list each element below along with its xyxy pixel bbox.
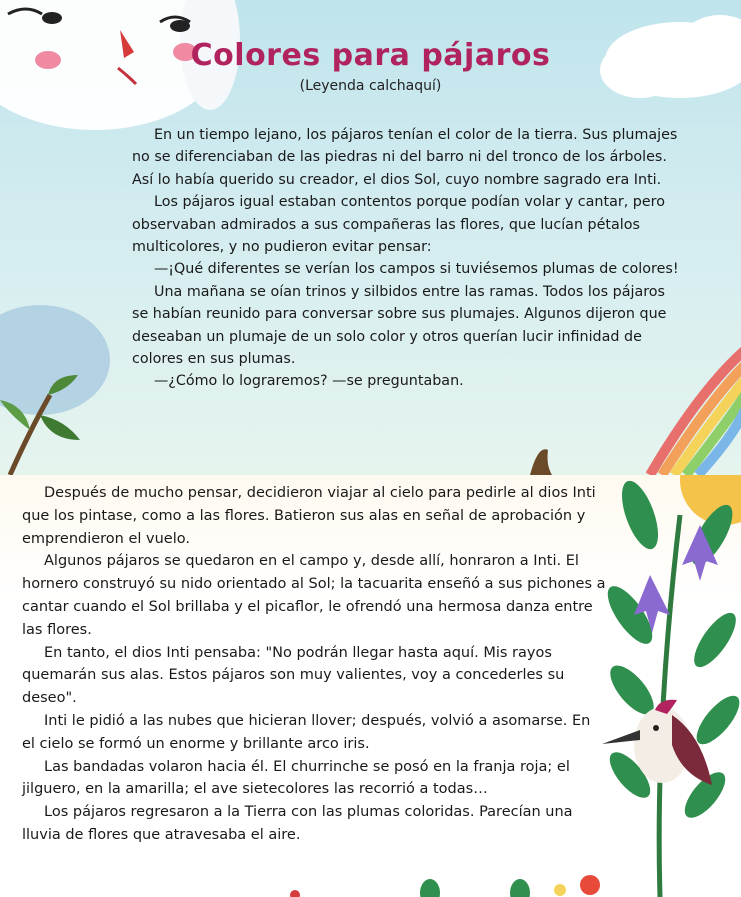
paragraph: Inti le pidió a las nubes que hicieran llover; después, volvió a asomarse. En el cielo se formó un enorme y brillante arco iris. — [22, 712, 591, 752]
paragraph: Las bandadas volaron hacia él. El churrinche se posó en la franja roja; el jilguero, en la amarilla; el ave sietecolores las recorrió a todas… — [22, 758, 570, 798]
story-text-bottom — [22, 482, 607, 847]
bird-silhouette — [530, 449, 552, 475]
left-cloud-illustration — [0, 305, 110, 415]
paragraph: En tanto, el dios Inti pensaba: "No podrán llegar hasta aquí. Mis rayos quemarán sus alas. Estos pájaros son muy valientes, voy a concederles su deseo". — [22, 644, 565, 707]
paragraph: Una mañana se oían trinos y silbidos entre las ramas. Todos los pájaros se habían reunido para conversar sobre sus plumajes. Algunos dijeron que deseaban un plumaje de un solo color y otros querían lucir infinidad de colores en sus plumas. — [132, 283, 667, 368]
story-text-top — [132, 124, 680, 393]
paragraph: En un tiempo lejano, los pájaros tenían el color de la tierra. Sus plumajes no se diferenciaban de las piedras ni del barro ni del tronco de los árboles. Así lo había querido su creador, el dios Sol, cuyo nombre sagrado era Inti. — [132, 127, 678, 188]
bottom-flowers — [290, 875, 600, 897]
paragraph: Los pájaros regresaron a la Tierra con las plumas coloridas. Parecían una lluvia de flores que atravesaba el aire. — [22, 804, 573, 843]
paragraph: Después de mucho pensar, decidieron viajar al cielo para pedirle al dios Inti que los pintase, como a las flores. Batieron sus alas en señal de aprobación y emprendieron el vuelo. — [22, 485, 596, 547]
paragraph: Algunos pájaros se quedaron en el campo y, desde allí, honraron a Inti. El hornero construyó su nido orientado al Sol; la tacuarita enseñó a sus pichones a cantar cuando el Sol brillaba y el picaflor, le ofrendó una hermosa danza entre las flores. — [22, 553, 606, 638]
page-subtitle: (Leyenda calchaquí) — [299, 78, 442, 94]
page-title: Colores para pájaros — [190, 38, 551, 73]
paragraph: —¿Cómo lo lograremos? —se preguntaban. — [154, 373, 464, 390]
bottom-panel — [0, 475, 741, 897]
paragraph: —¡Qué diferentes se verían los campos si tuviésemos plumas de colores! — [154, 261, 679, 278]
paragraph: Los pájaros igual estaban contentos porque podían volar y cantar, pero observaban admirados a sus compañeras las flores, que lucían pétalos multicolores, y no pudieron evitar pensar: — [132, 194, 665, 256]
